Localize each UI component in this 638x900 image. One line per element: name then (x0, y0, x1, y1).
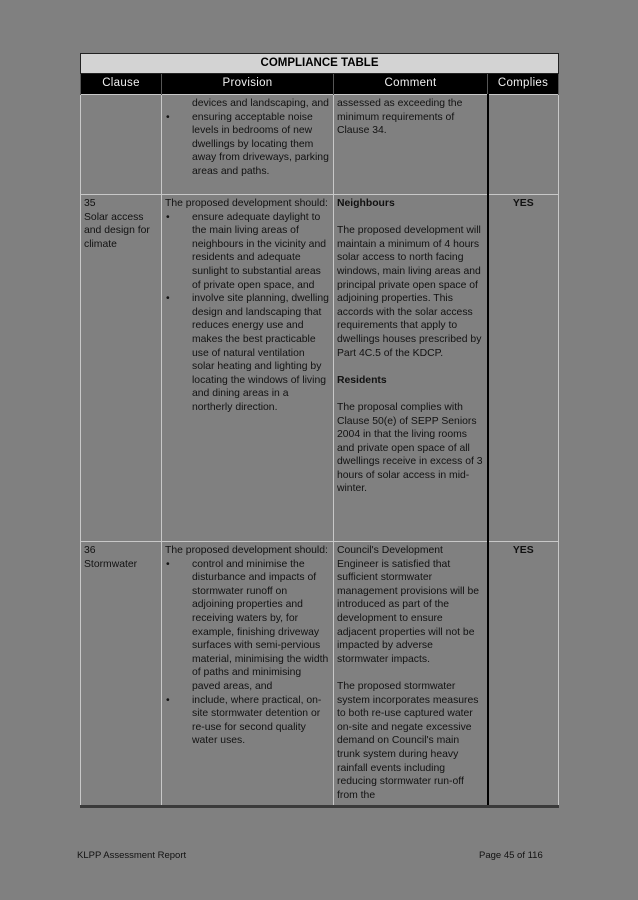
column-header-complies: Complies (488, 74, 559, 95)
bullet-text: control and minimise the disturbance and impacts of stormwater runoff on adjoining properties and receiving waters by, for example, finishing driveway surfaces with semi-pervious material, minimising the width of paths and minimising paved areas, and (192, 558, 329, 692)
provision-bullet (165, 558, 330, 694)
bullet-text: include, where practical, on-site stormwater detention or re-use for second quality water uses. (192, 694, 322, 747)
provision-cell (162, 95, 334, 195)
clause-number: 35 (84, 198, 96, 209)
comment-text: The proposed stormwater system incorporates measures to both re-use captured water on-site and negate excessive demand on Council's main trunk system during heavy rainfall events including reducing stormwater run-off from the (337, 680, 479, 801)
provision-intro: The proposed development should: (165, 198, 328, 209)
provision-cell (162, 195, 334, 542)
clause-cell (81, 95, 162, 195)
table-row (81, 542, 559, 807)
comment-cell (334, 542, 488, 807)
provision-intro: The proposed development should: (165, 545, 328, 556)
comment-heading-neighbours: Neighbours (337, 198, 395, 209)
bullet-icon: • (166, 211, 170, 223)
bullet-icon: • (166, 111, 170, 123)
provision-bullet-list (165, 558, 330, 748)
footer-report-title: KLPP Assessment Report (77, 850, 187, 861)
bullet-icon: • (166, 694, 170, 706)
clause-number: 36 (84, 545, 96, 556)
provision-continuation: devices and landscaping, and (192, 98, 329, 109)
comment-text: Council's Development Engineer is satisfied that sufficient stormwater management provisions will be introduced as part of the development to ensure adjacent properties will not be impacted by adverse stormwater impacts. (337, 545, 480, 665)
bullet-text: ensure adequate daylight to the main living areas of neighbours in the vicinity and residents and adequate sunlight to substantial areas of private open space, and (192, 211, 327, 291)
provision-bullet-list (165, 111, 330, 179)
comment-heading-residents: Residents (337, 374, 387, 386)
column-header-provision: Provision (162, 74, 334, 95)
complies-cell: YES (488, 542, 559, 807)
column-header-clause: Clause (81, 74, 162, 95)
table-header-row (81, 74, 559, 95)
clause-name: Stormwater (84, 558, 138, 570)
footer-page-number: Page 45 of 116 (479, 850, 543, 861)
provision-bullet (165, 111, 330, 179)
bullet-icon: • (166, 293, 170, 305)
provision-bullet-list (165, 211, 330, 415)
clause-cell (81, 542, 162, 807)
comment-text: The proposal complies with Clause 50(e) of SEPP Seniors 2004 in that the living rooms and private open space of all dwellings receive in excess of 3 hours of solar access in mid-winter. (337, 401, 483, 495)
provision-bullet (165, 211, 330, 293)
provision-bullet (165, 292, 330, 414)
comment-text: assessed as exceeding the minimum requirements of Clause 34. (337, 98, 463, 137)
complies-cell: YES (488, 195, 559, 542)
clause-name: Solar access and design for climate (84, 211, 150, 250)
provision-bullet (165, 694, 330, 748)
compliance-table (80, 53, 559, 808)
provision-cell (162, 542, 334, 807)
table-title: COMPLIANCE TABLE (81, 54, 559, 74)
complies-cell (488, 95, 559, 195)
comment-text: The proposed development will maintain a minimum of 4 hours solar access to north facing windows, main living areas and principal private open space of adjoining properties. This accords with the solar access requirements that apply to dwellings houses prescribed by Part 4C.5 of the KDCP. (337, 225, 482, 359)
table-row (81, 95, 559, 195)
comment-cell (334, 195, 488, 542)
bullet-text: ensuring acceptable noise levels in bedrooms of new dwellings by locating them away from driveways, parking areas and paths. (192, 111, 329, 177)
clause-cell (81, 195, 162, 542)
bullet-icon: • (166, 558, 170, 570)
table-row (81, 195, 559, 542)
bullet-text: involve site planning, dwelling design and landscaping that reduces energy use and makes the best practicable use of natural ventilation solar heating and lighting by locating the windows of living and dining areas in a northerly direction. (192, 293, 329, 413)
comment-cell (334, 95, 488, 195)
column-header-comment: Comment (334, 74, 488, 95)
table-title-row (81, 54, 559, 74)
